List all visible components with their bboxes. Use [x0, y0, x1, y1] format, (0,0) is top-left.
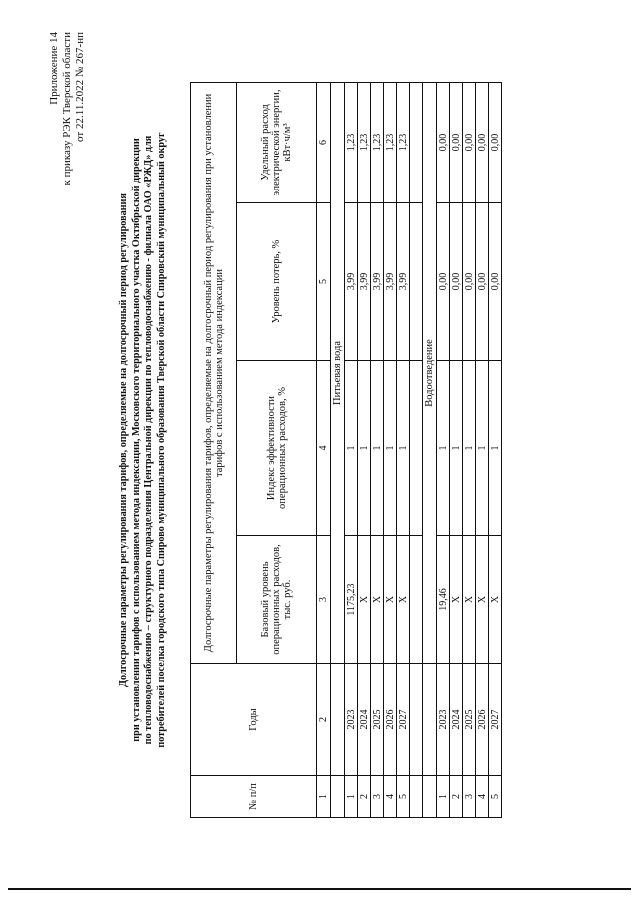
section-row — [423, 82, 437, 817]
row-base-opex: Х — [397, 536, 410, 664]
row-electricity: 0,00 — [489, 82, 502, 202]
header-group: Долгосрочные параметры регулирования тарифов, определяемые на долгосрочный период регулирования при установлении тарифов с использованием метода индексации — [191, 82, 237, 663]
table-row — [397, 82, 410, 817]
row-electricity: 1,23 — [371, 82, 384, 202]
row-loss-level: 0,00 — [450, 203, 463, 361]
row-number: 5 — [397, 776, 410, 818]
row-electricity: 0,00 — [437, 82, 450, 202]
section-title: Питьевая вода — [331, 82, 345, 663]
row-electricity: 1,23 — [397, 82, 410, 202]
row-year: 2025 — [463, 664, 476, 776]
row-year: 2026 — [476, 664, 489, 776]
spacer-cell — [410, 536, 423, 664]
row-efficiency-index: 1 — [463, 361, 476, 536]
column-index: 2 — [317, 664, 331, 776]
spacer-cell — [410, 664, 423, 776]
row-base-opex: Х — [450, 536, 463, 664]
table-row — [450, 82, 463, 817]
row-base-opex: Х — [371, 536, 384, 664]
section-empty-year — [423, 664, 437, 776]
row-electricity: 1,23 — [358, 82, 371, 202]
row-year: 2023 — [437, 664, 450, 776]
header-row — [191, 82, 237, 817]
row-number: 2 — [450, 776, 463, 818]
document-title — [118, 40, 168, 840]
spacer-cell — [410, 203, 423, 361]
header-years: Годы — [191, 664, 317, 776]
row-loss-level: 3,99 — [371, 203, 384, 361]
appendix-line: от 22.11.2022 № 267-нп — [74, 32, 86, 142]
row-year: 2025 — [371, 664, 384, 776]
table-row — [437, 82, 450, 817]
row-number: 3 — [371, 776, 384, 818]
table-row — [358, 82, 371, 817]
row-number: 2 — [358, 776, 371, 818]
row-number: 4 — [476, 776, 489, 818]
spacer-row — [410, 82, 423, 817]
spacer-cell — [410, 82, 423, 202]
section-title: Водоотведение — [423, 82, 437, 663]
column-index: 6 — [317, 82, 331, 202]
table-row — [489, 82, 502, 817]
row-year: 2027 — [397, 664, 410, 776]
appendix-reference — [48, 32, 87, 186]
row-electricity: 0,00 — [463, 82, 476, 202]
header-base-opex: Базовый уровень операционных расходов, тыс. руб. — [237, 536, 317, 664]
row-base-opex: Х — [463, 536, 476, 664]
header-num: № п/п — [191, 776, 317, 818]
appendix-line: к приказу РЭК Тверской области — [61, 32, 73, 186]
section-empty-year — [331, 664, 345, 776]
section-empty-num — [423, 776, 437, 818]
row-efficiency-index: 1 — [489, 361, 502, 536]
page-bottom-rule — [8, 888, 631, 890]
row-loss-level: 3,99 — [345, 203, 358, 361]
row-year: 2024 — [358, 664, 371, 776]
row-base-opex: Х — [384, 536, 397, 664]
row-efficiency-index: 1 — [450, 361, 463, 536]
row-loss-level: 3,99 — [384, 203, 397, 361]
row-number: 1 — [345, 776, 358, 818]
spacer-cell — [410, 776, 423, 818]
row-electricity: 0,00 — [476, 82, 489, 202]
row-loss-level: 0,00 — [437, 203, 450, 361]
column-index-row — [317, 82, 331, 817]
table-row — [345, 82, 358, 817]
header-efficiency-index: Индекс эффективности операционных расходов, % — [237, 361, 317, 536]
column-index: 1 — [317, 776, 331, 818]
title-line: Долгосрочные параметры регулирования тарифов, определяемые на долгосрочный период регулирования — [118, 193, 129, 687]
header-electricity: Удельный расход электрической энергии, кВт·ч/м³ — [237, 82, 317, 202]
row-base-opex: 19,46 — [437, 536, 450, 664]
section-row — [331, 82, 345, 817]
row-number: 1 — [437, 776, 450, 818]
row-efficiency-index: 1 — [476, 361, 489, 536]
column-index: 4 — [317, 361, 331, 536]
row-electricity: 1,23 — [345, 82, 358, 202]
row-number: 3 — [463, 776, 476, 818]
row-efficiency-index: 1 — [345, 361, 358, 536]
row-efficiency-index: 1 — [437, 361, 450, 536]
row-year: 2027 — [489, 664, 502, 776]
row-efficiency-index: 1 — [397, 361, 410, 536]
row-number: 5 — [489, 776, 502, 818]
row-year: 2023 — [345, 664, 358, 776]
row-electricity: 1,23 — [384, 82, 397, 202]
title-line: при установлении тарифов с использованием метода индексации, Московского территориального участка Октябрьской дирекции — [130, 138, 142, 742]
title-line: потребителей поселка городского типа Спирово муниципального образования Тверской области Спировский муниципальный округ — [155, 132, 167, 748]
row-efficiency-index: 1 — [358, 361, 371, 536]
header-loss-level: Уровень потерь, % — [237, 203, 317, 361]
row-loss-level: 3,99 — [397, 203, 410, 361]
appendix-line: Приложение 14 — [48, 32, 60, 105]
row-electricity: 0,00 — [450, 82, 463, 202]
row-efficiency-index: 1 — [371, 361, 384, 536]
table-row — [476, 82, 489, 817]
row-base-opex: Х — [489, 536, 502, 664]
row-base-opex: Х — [476, 536, 489, 664]
table-row — [384, 82, 397, 817]
column-index: 3 — [317, 536, 331, 664]
row-loss-level: 0,00 — [463, 203, 476, 361]
column-index: 5 — [317, 203, 331, 361]
row-base-opex: Х — [358, 536, 371, 664]
row-efficiency-index: 1 — [384, 361, 397, 536]
row-number: 4 — [384, 776, 397, 818]
row-year: 2024 — [450, 664, 463, 776]
row-base-opex: 1175,23 — [345, 536, 358, 664]
row-year: 2026 — [384, 664, 397, 776]
section-empty-num — [331, 776, 345, 818]
parameters-table — [190, 82, 502, 818]
table-row — [371, 82, 384, 817]
spacer-cell — [410, 361, 423, 536]
title-line: по тепловодоснабжению – структурного подразделения Центральной дирекции по тепловодоснабжению - филиала ОАО «РЖД» для — [143, 135, 155, 745]
row-loss-level: 0,00 — [476, 203, 489, 361]
table-row — [463, 82, 476, 817]
row-loss-level: 3,99 — [358, 203, 371, 361]
row-loss-level: 0,00 — [489, 203, 502, 361]
